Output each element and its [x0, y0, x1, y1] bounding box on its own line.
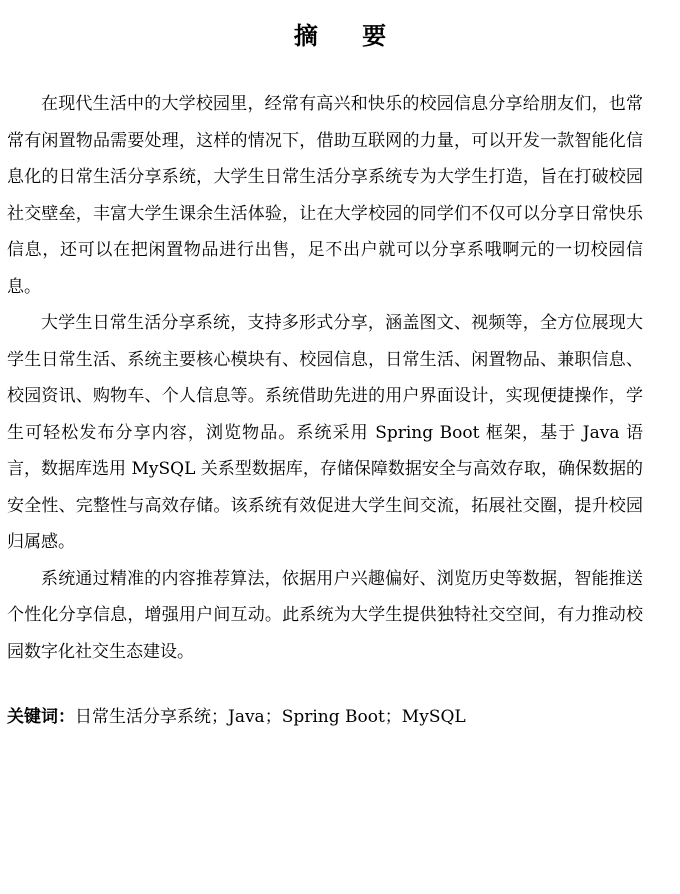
page-title: 摘 要 — [293, 22, 405, 50]
keywords-line — [7, 702, 667, 732]
abstract-paragraph-2: 大学生日常生活分享系统，支持多形式分享，涵盖图文、视频等，全方位展现大学生日常生活、系统主要核心模块有、校园信息，日常生活、闲置物品、兼职信息、校园资讯、购物车、个人信息等。系统借助先进的用户界面设计，实现便捷操作，学生可轻松发布分享内容，浏览物品。系统采用 Spring Boot 框架，基于 Java 语言，数据库选用 MySQL 关系型数据库，存储保障数据安全与高效存取，确保数据的安全性、完整性与高效存储。该系统有效促进大学生间交流，拓展社交圈，提升校园归属感。 — [7, 313, 643, 552]
abstract-body — [7, 86, 643, 670]
abstract-paragraph-1: 在现代生活中的大学校园里，经常有高兴和快乐的校园信息分享给朋友们，也常常有闲置物品需要处理，这样的情况下，借助互联网的力量，可以开发一款智能化信息化的日常生活分享系统，大学生日常生活分享系统专为大学生打造，旨在打破校园社交壁垒，丰富大学生课余生活体验，让在大学校园的同学们不仅可以分享日常快乐信息，还可以在把闲置物品进行出售，足不出户就可以分享系哦啊元的一切校园信息。 — [7, 94, 643, 297]
keywords-label: 关键词： — [7, 707, 75, 727]
abstract-paragraph-3: 系统通过精准的内容推荐算法，依据用户兴趣偏好、浏览历史等数据，智能推送个性化分享信息，增强用户间互动。此系统为大学生提供独特社交空间，有力推动校园数字化社交生态建设。 — [7, 568, 643, 662]
keywords-list: 日常生活分享系统；Java；Spring Boot；MySQL — [75, 707, 466, 727]
